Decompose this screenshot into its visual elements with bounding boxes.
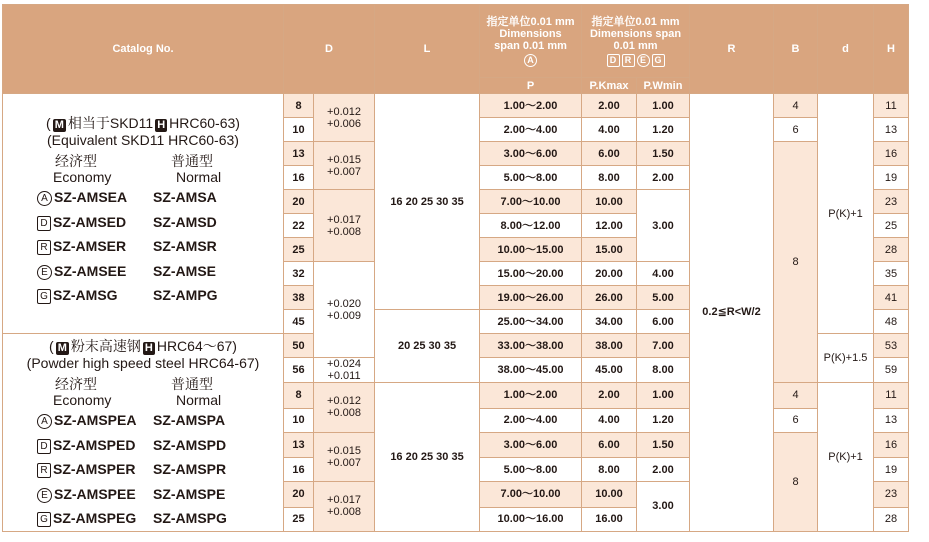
p-range: 7.00～10.00 [480, 482, 582, 508]
l-values: 16 20 25 30 35 [375, 383, 480, 532]
mark-g-icon: G [37, 289, 51, 304]
p-range: 7.00～10.00 [480, 190, 582, 214]
p-wmin: 2.00 [637, 166, 690, 190]
p-range: 15.00～20.00 [480, 262, 582, 286]
d-value: 25 [284, 507, 314, 531]
d-tolerance: +0.015 +0.007 [314, 432, 375, 482]
header-mark-e: E [637, 54, 650, 67]
mark-r-icon: R [37, 240, 51, 255]
catalog-economy: SZ-AMSG [53, 287, 118, 303]
h-value: 11 [874, 383, 909, 409]
group1-economy-cn: 经济型 [55, 153, 97, 169]
p-kmax: 12.00 [582, 214, 637, 238]
material-mark-h: H [144, 342, 153, 354]
p-kmax: 2.00 [582, 383, 637, 409]
h-value: 19 [874, 166, 909, 190]
catalog-row [3, 433, 283, 458]
p-range: 1.00～2.00 [480, 383, 582, 409]
d-value: 25 [284, 238, 314, 262]
h-value: 59 [874, 358, 909, 383]
p-kmax: 34.00 [582, 310, 637, 334]
group1-material: ( M 相当于SKD11 H HRC60-63) [46, 115, 240, 131]
d-tolerance: +0.017 +0.008 [314, 482, 375, 532]
header-l: L [375, 5, 480, 94]
p-range: 38.00～45.00 [480, 358, 582, 383]
p-wmin: 3.00 [637, 190, 690, 262]
spec-table [2, 4, 909, 532]
catalog-group-1 [3, 94, 284, 334]
p-range: 8.00～12.00 [480, 214, 582, 238]
p-kmax: 20.00 [582, 262, 637, 286]
header-d-small: d [818, 5, 874, 94]
catalog-row [3, 482, 283, 507]
mark-r-icon: R [37, 463, 51, 478]
h-value: 11 [874, 94, 909, 118]
d-value: 16 [284, 166, 314, 190]
group2-normal-en: Normal [176, 392, 222, 408]
d-value: 50 [284, 334, 314, 358]
p-kmax: 2.00 [582, 94, 637, 118]
p-wmin: 1.20 [637, 408, 690, 432]
catalog-economy: SZ-AMSEE [54, 262, 127, 279]
catalog-row [3, 457, 283, 482]
catalog-economy: SZ-AMSEA [54, 189, 128, 205]
d-value: 10 [284, 408, 314, 432]
r-value: 0.2≦R<W/2 [690, 94, 774, 532]
d-tolerance: +0.017 +0.008 [314, 190, 375, 262]
b-value: 4 [774, 94, 818, 118]
group2-material-en: (Powder high speed steel HRC64-67) [26, 355, 260, 371]
catalog-economy: SZ-AMSPEA [54, 412, 137, 428]
b-value: 4 [774, 383, 818, 409]
l-values: 16 20 25 30 35 [375, 94, 480, 310]
mark-g-icon: G [37, 512, 51, 527]
catalog-row [3, 210, 283, 235]
catalog-economy: SZ-AMSPED [53, 436, 136, 453]
group1-hardness: HRC60-63) [169, 115, 240, 131]
p-range: 2.00～4.00 [480, 408, 582, 432]
header-r: R [690, 5, 774, 94]
h-value: 16 [874, 432, 909, 458]
header-p-kmax: P.Kmax [582, 78, 637, 94]
catalog-normal: SZ-AMPG [153, 287, 218, 303]
header-p: P [480, 78, 582, 94]
group2-economy-en: Economy [53, 392, 112, 408]
catalog-normal: SZ-AMSPG [153, 510, 227, 526]
header-mark-g: G [652, 54, 665, 67]
group2-normal-cn: 普通型 [171, 376, 213, 392]
group1-material-cn: 相当于SKD11 [67, 115, 154, 131]
header-mark-a: A [524, 54, 537, 67]
p-range: 10.00～15.00 [480, 238, 582, 262]
p-kmax: 26.00 [582, 286, 637, 310]
p-kmax: 8.00 [582, 458, 637, 482]
p-kmax: 10.00 [582, 190, 637, 214]
mark-e-icon: E [37, 265, 52, 280]
d-value: 20 [284, 190, 314, 214]
catalog-normal: SZ-AMSE [153, 262, 216, 279]
p-wmin: 3.00 [637, 482, 690, 532]
h-value: 13 [874, 408, 909, 432]
header-p-wmin: P.Wmin [637, 78, 690, 94]
b-value: 6 [774, 118, 818, 142]
material-mark-h: H [157, 119, 166, 131]
catalog-normal: SZ-AMSA [153, 189, 217, 205]
h-value: 16 [874, 142, 909, 166]
h-value: 28 [874, 238, 909, 262]
h-value: 53 [874, 334, 909, 358]
group2-material-cn: 粉末高速钢 [70, 338, 141, 354]
catalog-row [3, 259, 283, 284]
p-range: 5.00～8.00 [480, 166, 582, 190]
b-value-merged: 8 [774, 432, 818, 531]
p-range: 5.00～8.00 [480, 458, 582, 482]
p-wmin: 6.00 [637, 310, 690, 334]
material-mark-m: M [57, 342, 67, 354]
small-d-value: P(K)+1 [818, 383, 874, 532]
d-value: 56 [284, 358, 314, 383]
d-value: 13 [284, 142, 314, 166]
small-d-value: P(K)+1.5 [818, 334, 874, 383]
p-range: 19.00～26.00 [480, 286, 582, 310]
group2-economy-cn: 经济型 [55, 376, 97, 392]
p-kmax: 4.00 [582, 118, 637, 142]
l-values: 20 25 30 35 [375, 310, 480, 383]
mark-a-icon: A [37, 414, 52, 429]
h-value: 25 [874, 214, 909, 238]
group2-material: ( M 粉末高速钢 H HRC64～67) [49, 338, 237, 354]
p-kmax: 38.00 [582, 334, 637, 358]
group2-hardness: HRC64～67) [156, 338, 237, 354]
mark-a-icon: A [37, 191, 52, 206]
header-k-note-en: Dimensions span 0.01 mm [589, 27, 682, 52]
h-value: 13 [874, 118, 909, 142]
header-k-note [582, 5, 690, 78]
catalog-normal: SZ-AMSD [153, 213, 217, 230]
p-kmax: 10.00 [582, 482, 637, 508]
h-value: 23 [874, 190, 909, 214]
group1-normal-en: Normal [176, 169, 222, 185]
mark-d-icon: D [37, 439, 51, 454]
p-wmin: 1.50 [637, 142, 690, 166]
p-kmax: 6.00 [582, 432, 637, 458]
p-range: 3.00～6.00 [480, 142, 582, 166]
p-wmin: 4.00 [637, 262, 690, 286]
catalog-row [3, 506, 283, 531]
d-value: 20 [284, 482, 314, 508]
catalog-normal: SZ-AMSPE [153, 485, 226, 502]
p-kmax: 6.00 [582, 142, 637, 166]
header-k-note-cn: 指定单位0.01 mm [591, 15, 680, 28]
p-range: 2.00～4.00 [480, 118, 582, 142]
group1-material-en: (Equivalent SKD11 HRC60-63) [47, 132, 239, 148]
header-b: B [774, 5, 818, 94]
catalog-economy: SZ-AMSPEE [54, 485, 136, 502]
p-wmin: 7.00 [637, 334, 690, 358]
b-value: 6 [774, 408, 818, 432]
d-value: 10 [284, 118, 314, 142]
catalog-economy: SZ-AMSER [53, 238, 127, 254]
header-catalog-no: Catalog No. [3, 5, 284, 94]
p-wmin: 1.00 [637, 383, 690, 409]
p-range: 3.00～6.00 [480, 432, 582, 458]
catalog-normal: SZ-AMSPD [153, 436, 227, 453]
d-value: 45 [284, 310, 314, 334]
p-range: 10.00～16.00 [480, 507, 582, 531]
d-tolerance: +0.020 +0.009 [314, 262, 375, 358]
p-kmax: 16.00 [582, 507, 637, 531]
d-tolerance: +0.024 +0.011 [314, 358, 375, 383]
p-kmax: 4.00 [582, 408, 637, 432]
p-kmax: 15.00 [582, 238, 637, 262]
catalog-normal: SZ-AMSPA [153, 412, 226, 428]
d-tolerance: +0.012 +0.008 [314, 383, 375, 433]
p-wmin: 1.50 [637, 432, 690, 458]
catalog-normal: SZ-AMSR [153, 238, 217, 254]
mark-e-icon: E [37, 488, 52, 503]
d-value: 16 [284, 458, 314, 482]
d-tolerance: +0.015 +0.007 [314, 142, 375, 190]
catalog-group-2 [3, 334, 284, 532]
small-d-value: P(K)+1 [818, 94, 874, 334]
h-value: 35 [874, 262, 909, 286]
b-value-merged: 8 [774, 142, 818, 383]
header-p-note-cn: 指定单位0.01 mm [486, 15, 575, 28]
h-value: 41 [874, 286, 909, 310]
p-wmin: 1.20 [637, 118, 690, 142]
h-value: 48 [874, 310, 909, 334]
d-value: 8 [284, 94, 314, 118]
h-value: 23 [874, 482, 909, 508]
group1-normal-cn: 普通型 [171, 153, 213, 169]
p-wmin: 1.00 [637, 94, 690, 118]
p-wmin: 8.00 [637, 358, 690, 383]
catalog-row [3, 408, 283, 433]
p-range: 25.00～34.00 [480, 310, 582, 334]
d-value: 32 [284, 262, 314, 286]
p-range: 1.00～2.00 [480, 94, 582, 118]
p-kmax: 45.00 [582, 358, 637, 383]
d-value: 8 [284, 383, 314, 409]
group1-economy-en: Economy [53, 169, 112, 185]
header-p-note-en: Dimensions span 0.01 mm [494, 27, 567, 52]
d-tolerance: +0.012 +0.006 [314, 94, 375, 142]
catalog-normal: SZ-AMSPR [153, 461, 227, 477]
d-value: 38 [284, 286, 314, 310]
material-mark-m: M [54, 119, 64, 131]
header-p-note [480, 5, 582, 78]
catalog-economy: SZ-AMSPEG [53, 510, 137, 526]
p-kmax: 8.00 [582, 166, 637, 190]
catalog-economy: SZ-AMSED [53, 213, 127, 230]
d-value: 22 [284, 214, 314, 238]
header-mark-d: D [607, 54, 620, 67]
d-value: 13 [284, 432, 314, 458]
p-wmin: 2.00 [637, 458, 690, 482]
p-wmin: 5.00 [637, 286, 690, 310]
h-value: 28 [874, 507, 909, 531]
p-range: 33.00～38.00 [480, 334, 582, 358]
catalog-row [3, 234, 283, 259]
mark-d-icon: D [37, 216, 51, 231]
header-h: H [874, 5, 909, 94]
header-mark-r: R [622, 54, 635, 67]
catalog-row [3, 185, 283, 210]
catalog-row [3, 283, 283, 308]
h-value: 19 [874, 458, 909, 482]
header-d-diameter: D [284, 5, 375, 94]
catalog-economy: SZ-AMSPER [53, 461, 136, 477]
